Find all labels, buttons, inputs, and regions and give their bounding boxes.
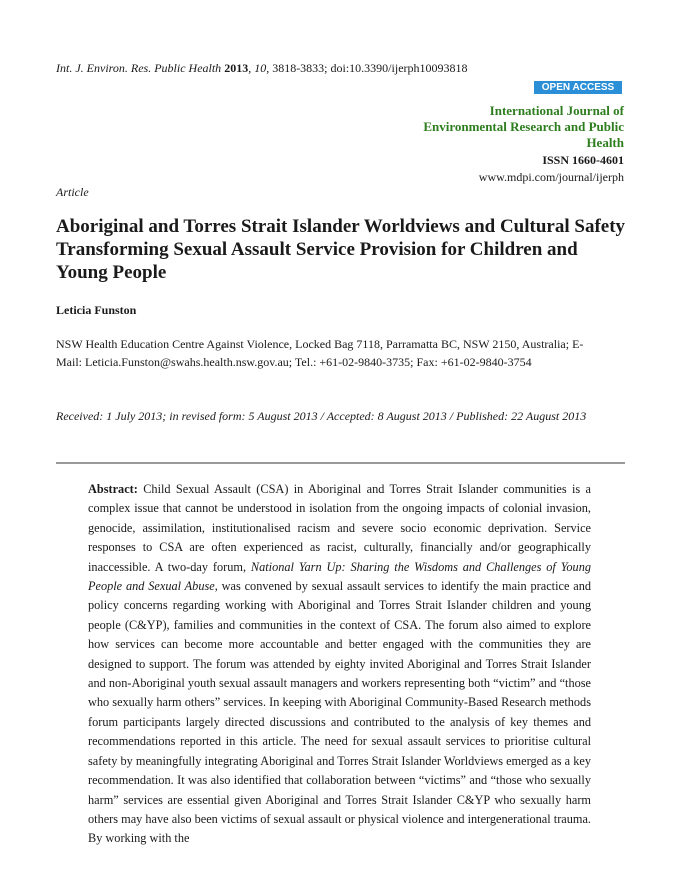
article-type: Article (56, 185, 89, 199)
citation-doi: , 3818-3833; doi:10.3390/ijerph10093818 (266, 61, 468, 75)
citation-year: 2013 (224, 61, 249, 75)
article-title: Aboriginal and Torres Strait Islander Worldviews and Cultural Safety Transforming Sexual Assault Service Provision for Children and Young People (56, 216, 626, 283)
forum-name: National Yarn Up: Sharing the Wisdoms and Challenges of Young People and Sexual Abuse (88, 559, 591, 594)
journal-website[interactable]: www.mdpi.com/journal/ijerph (478, 170, 624, 184)
abstract-text-part2: , was convened by sexual assault services to identify the main practice and policy concerns regarding working with Aboriginal and Torres Strait Islander children and young people (C&YP), families and communities in the context of CSA. The forum also aimed to explore how services can become more accountable and better engaged with the communities they are designed to support. The forum was attended by eighty invited Aboriginal and Torres Strait Islander and non-Aboriginal youth sexual assault managers and workers representing both “victim” and “those who sexually harm others” services. In keeping with Aboriginal Community-Based Research methods forum participants largely directed discussions and contributed to the analysis of key themes and recommendations reported in this article. The need for sexual assault services to prioritise cultural safety by meaningfully integrating Aboriginal and Torres Strait Islander Worldviews emerged as a key recommendation. It was also identified that collaboration between “victims” and “those who sexually harm” services are essential given Aboriginal and Torres Strait Islander C&YP who sexually harm others may have also been victims of sexual assault or physical violence and intergenerational trauma. By working with the (88, 579, 591, 846)
abstract (88, 480, 591, 849)
publication-dates: Received: 1 July 2013; in revised form: 5 August 2013 / Accepted: 8 August 2013 / Published: 22 August 2013 (56, 409, 587, 423)
citation-volume: 10 (254, 61, 267, 75)
issn: ISSN 1660-4601 (542, 153, 624, 167)
journal-name: International Journal of Environmental Research and Public Health (423, 103, 624, 150)
citation-line: Int. J. Environ. Res. Public Health 2013, 10, 3818-3833; doi:10.3390/ijerph10093818 (56, 61, 468, 75)
section-divider (56, 462, 625, 464)
abstract-label: Abstract: (88, 482, 138, 496)
abstract-text-part1: Child Sexual Assault (CSA) in Aboriginal and Torres Strait Islander communities is a complex issue that cannot be understood in isolation from the ongoing impacts of colonial invasion, genocide, assimilation, institutionalised racism and severe socio economic deprivation. Service responses to CSA are often experienced as racist, culturally, financially and/or geographically inaccessible. A two-day forum, (88, 482, 591, 574)
open-access-badge: OPEN ACCESS (534, 81, 622, 94)
author-affiliation: NSW Health Education Centre Against Violence, Locked Bag 7118, Parramatta BC, NSW 2150, Australia; E-Mail: Leticia.Funston@swahs.health.nsw.gov.au; Tel.: +61-02-9840-3735; Fax: +61-02-9840-3754 (56, 337, 584, 369)
journal-abbrev: Int. J. Environ. Res. Public Health (56, 61, 222, 75)
author-name: Leticia Funston (56, 303, 137, 317)
